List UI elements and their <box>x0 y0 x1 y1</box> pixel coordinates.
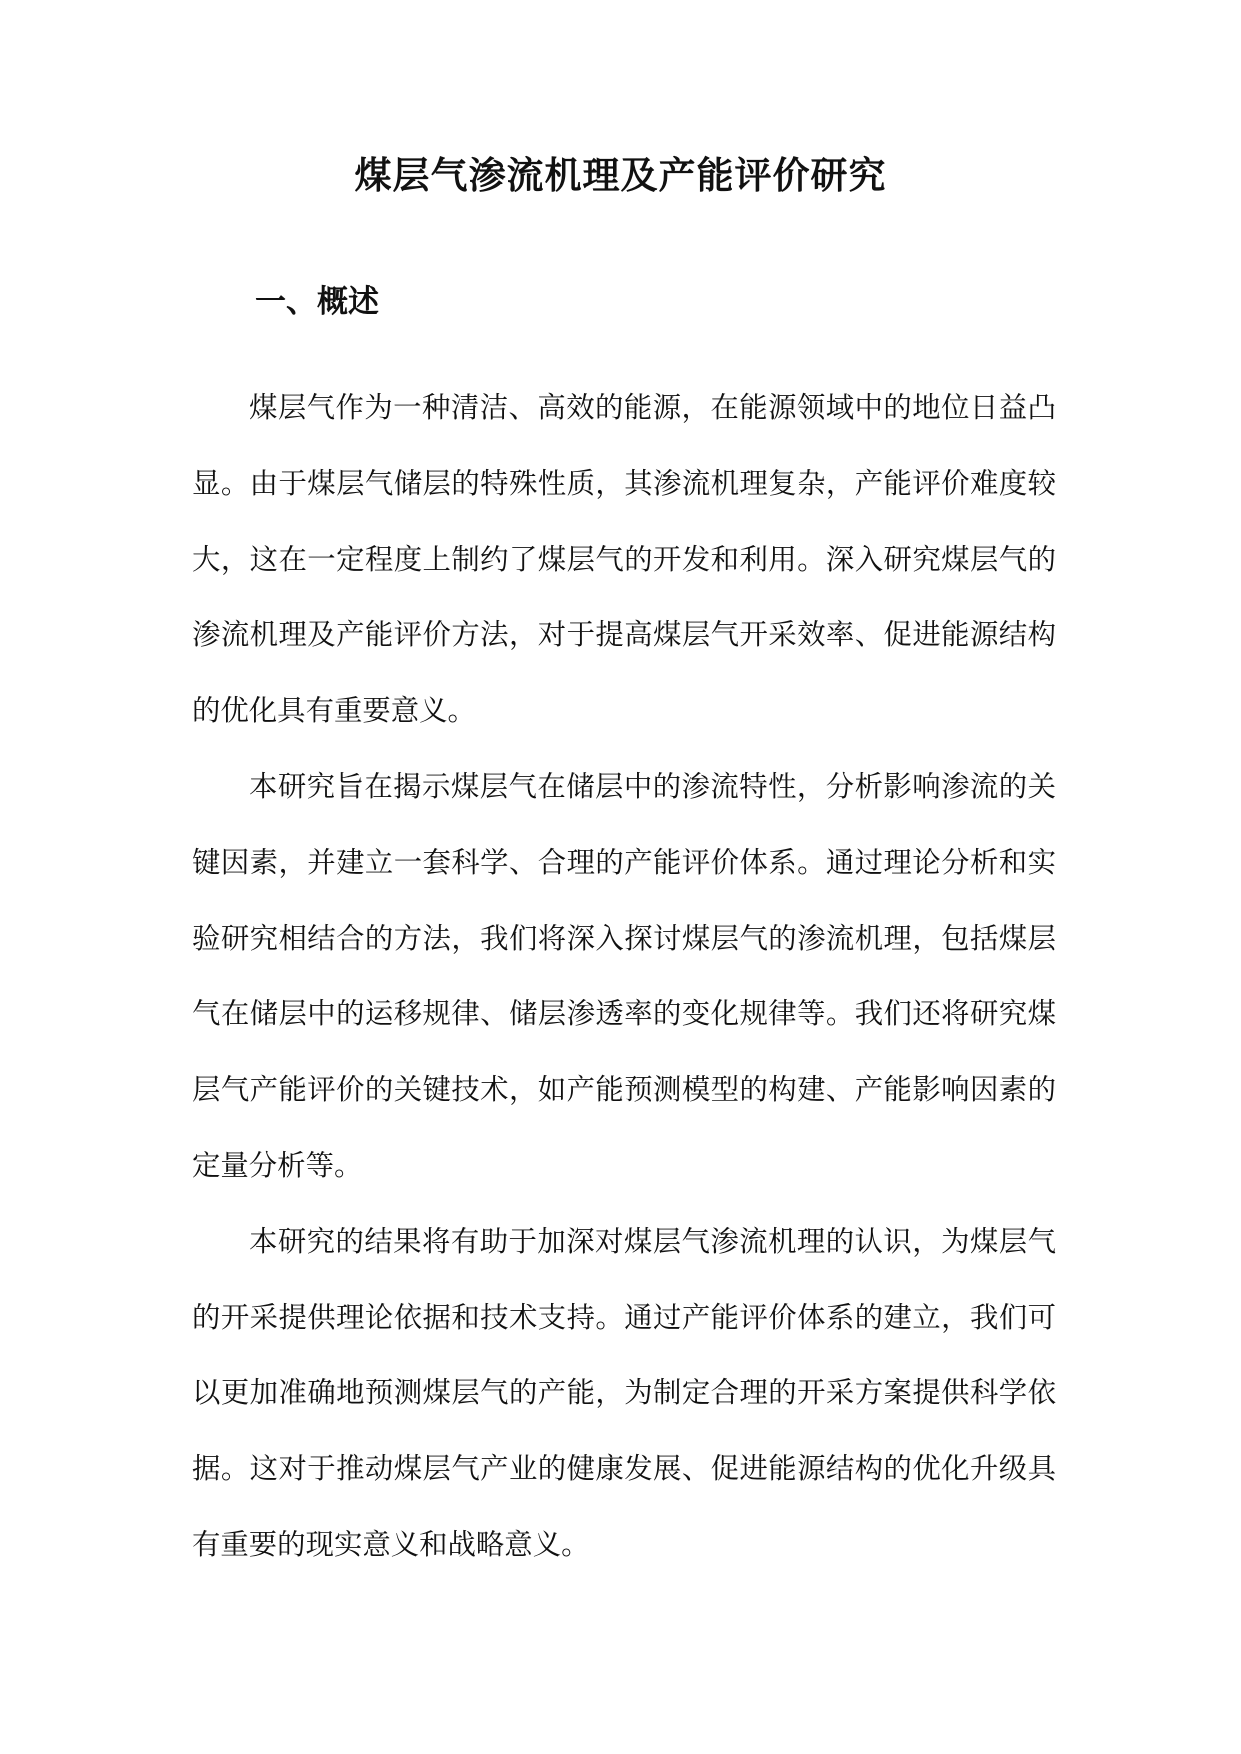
paragraph-2: 本研究旨在揭示煤层气在储层中的渗流特性，分析影响渗流的关键因素，并建立一套科学、合理的产能评价体系。通过理论分析和实验研究相结合的方法，我们将深入探讨煤层气的渗流机理，包括煤层气在储层中的运移规律、储层渗透率的变化规律等。我们还将研究煤层气产能评价的关键技术，如产能预测模型的构建、产能影响因素的定量分析等。 <box>192 769 1056 1182</box>
page-title: 煤层气渗流机理及产能评价研究 <box>354 153 887 197</box>
paragraph-1: 煤层气作为一种清洁、高效的能源，在能源领域中的地位日益凸显。由于煤层气储层的特殊性质，其渗流机理复杂，产能评价难度较大，这在一定程度上制约了煤层气的开发和利用。深入研究煤层气的渗流机理及产能评价方法，对于提高煤层气开采效率、促进能源结构的优化具有重要意义。 <box>192 391 1056 728</box>
section-heading: 一、概述 <box>255 284 379 320</box>
paragraph-3: 本研究的结果将有助于加深对煤层气渗流机理的认识，为煤层气的开采提供理论依据和技术支持。通过产能评价体系的建立，我们可以更加准确地预测煤层气的产能，为制定合理的开采方案提供科学依据。这对于推动煤层气产业的健康发展、促进能源结构的优化升级具有重要的现实意义和战略意义。 <box>192 1224 1056 1561</box>
body-text <box>192 370 1056 1583</box>
